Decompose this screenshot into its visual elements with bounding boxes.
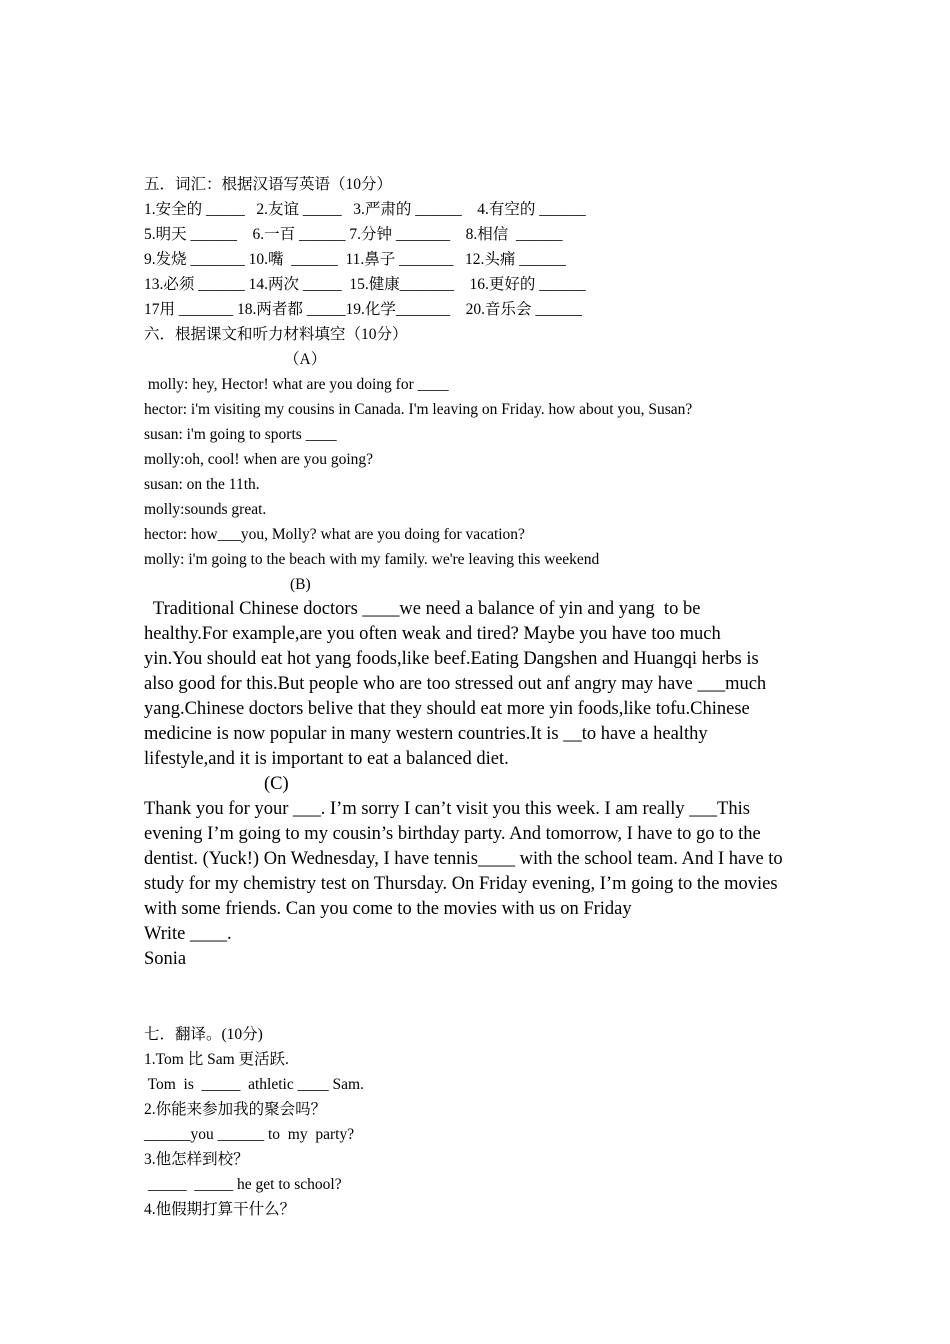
dialogue-line-2: hector: i'm visiting my cousins in Canada. I'm leaving on Friday. how about you, Susan?	[144, 401, 693, 418]
translation-line-2: Tom is _____ athletic ____ Sam.	[144, 1076, 364, 1093]
section-5-heading: 五．词汇：根据汉语写英语（10分）	[144, 176, 393, 193]
translation-line-6: _____ _____ he get to school?	[144, 1176, 342, 1193]
vocab-line-3: 9.发烧 _______ 10.嘴 ______ 11.鼻子 _______ 12.头痛 ______	[144, 251, 566, 268]
dialogue-line-4: molly:oh, cool! when are you going?	[144, 451, 374, 468]
passage-b-line-7: lifestyle,and it is important to eat a balanced diet.	[144, 749, 509, 769]
passage-b-line-5: yang.Chinese doctors belive that they should eat more yin foods,like tofu.Chinese	[144, 699, 750, 719]
part-b-label: (B)	[290, 576, 311, 593]
passage-b-line-1: Traditional Chinese doctors ____we need a balance of yin and yang to be	[144, 599, 701, 619]
document-content	[144, 172, 824, 1222]
part-a-label: （A）	[284, 351, 327, 368]
dialogue-line-7: hector: how___you, Molly? what are you doing for vacation?	[144, 526, 525, 543]
section-spacer	[144, 972, 824, 1022]
dialogue-line-6: molly:sounds great.	[144, 501, 267, 518]
letter-line-6: Write ____.	[144, 924, 232, 944]
part-c-label: (C)	[264, 774, 289, 794]
section-6-heading: 六．根据课文和听力材料填空（10分）	[144, 326, 408, 343]
translation-line-3: 2.你能来参加我的聚会吗？	[144, 1101, 327, 1118]
passage-b-line-3: yin.You should eat hot yang foods,like beef.Eating Dangshen and Huangqi herbs is	[144, 649, 759, 669]
dialogue-line-1: molly: hey, Hector! what are you doing for ____	[144, 376, 449, 393]
translation-line-7: 4.他假期打算干什么？	[144, 1201, 296, 1218]
passage-b-line-6: medicine is now popular in many western countries.It is __to have a healthy	[144, 724, 708, 744]
dialogue-line-5: susan: on the 11th.	[144, 476, 260, 493]
passage-b-line-4: also good for this.But people who are too stressed out anf angry may have ___much	[144, 674, 767, 694]
vocab-line-2: 5.明天 ______ 6.一百 ______ 7.分钟 _______ 8.相信 ______	[144, 226, 563, 243]
translation-line-4: ______you ______ to my party?	[144, 1126, 355, 1143]
translation-line-5: 3.他怎样到校？	[144, 1151, 249, 1168]
vocab-line-5: 17用 _______ 18.两者都 _____19.化学_______ 20.音乐会 ______	[144, 301, 582, 318]
letter-line-1: Thank you for your ___. I’m sorry I can’t visit you this week. I am really ___This	[144, 799, 750, 819]
vocab-line-4: 13.必须 ______ 14.两次 _____ 15.健康_______ 16.更好的 ______	[144, 276, 586, 293]
letter-signature: Sonia	[144, 949, 187, 969]
passage-b-line-2: healthy.For example,are you often weak and tired? Maybe you have too much	[144, 624, 721, 644]
letter-line-3: dentist. (Yuck!) On Wednesday, I have tennis____ with the school team. And I have to	[144, 849, 783, 869]
dialogue-line-8: molly: i'm going to the beach with my family. we're leaving this weekend	[144, 551, 600, 568]
letter-line-2: evening I’m going to my cousin’s birthday party. And tomorrow, I have to go to the	[144, 824, 761, 844]
vocab-line-1: 1.安全的 _____ 2.友谊 _____ 3.严肃的 ______ 4.有空的 ______	[144, 201, 586, 218]
translation-line-1: 1.Tom 比 Sam 更活跃.	[144, 1051, 289, 1068]
letter-line-5: with some friends. Can you come to the movies with us on Friday	[144, 899, 632, 919]
letter-line-4: study for my chemistry test on Thursday. On Friday evening, I’m going to the movies	[144, 874, 778, 894]
section-7-heading: 七．翻译。(10分)	[144, 1026, 263, 1043]
dialogue-line-3: susan: i'm going to sports ____	[144, 426, 337, 443]
